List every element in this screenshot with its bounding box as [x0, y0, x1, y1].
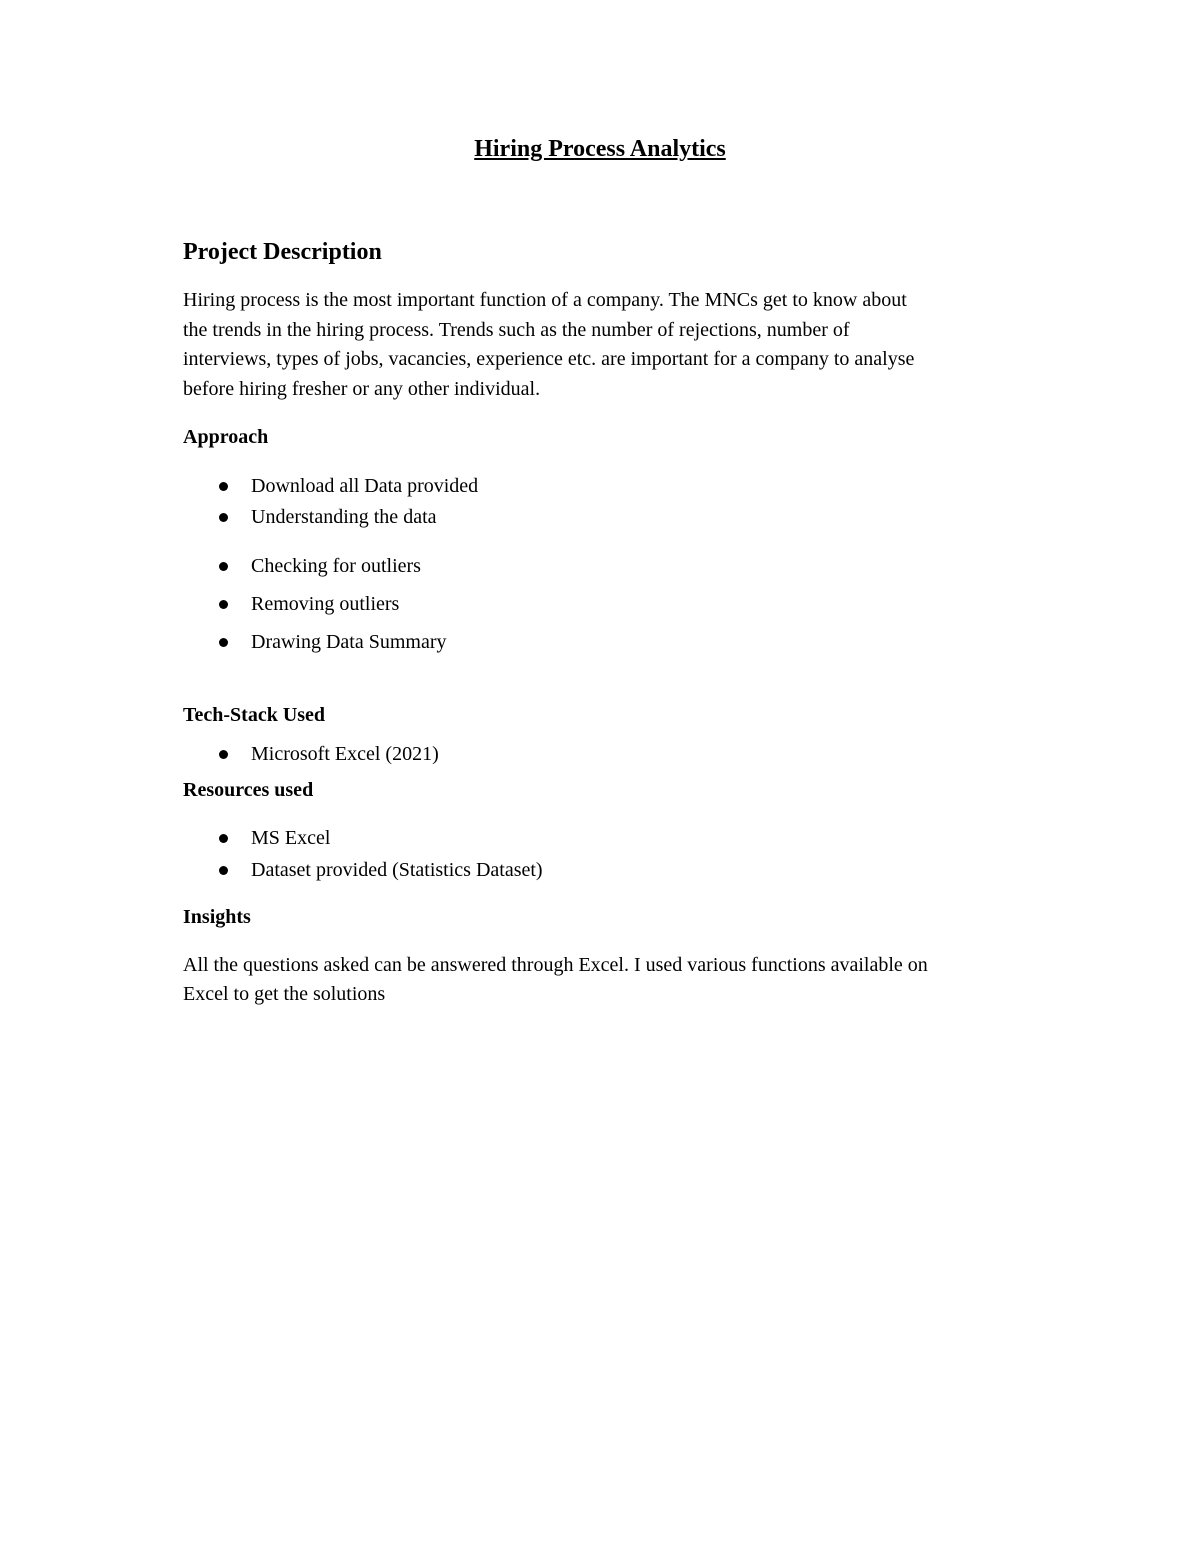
list-item	[217, 740, 439, 768]
bullet-icon	[219, 482, 228, 491]
paragraph-line: Excel to get the solutions	[183, 983, 386, 1005]
list-item	[217, 856, 543, 884]
list-item-label: Removing outliers	[251, 593, 400, 615]
insights-heading: Insights	[183, 906, 251, 928]
list-item	[217, 503, 437, 531]
list-item	[217, 552, 421, 580]
resources-heading: Resources used	[183, 779, 314, 801]
document-title: Hiring Process Analytics	[474, 136, 726, 162]
approach-heading: Approach	[183, 426, 269, 448]
list-item-label: Dataset provided (Statistics Dataset)	[251, 859, 543, 881]
list-item	[217, 824, 330, 852]
tech-stack-heading: Tech-Stack Used	[183, 704, 326, 726]
list-item-label: MS Excel	[251, 827, 331, 849]
list-item	[217, 628, 447, 656]
list-item	[217, 472, 478, 500]
list-item-label: Understanding the data	[251, 506, 437, 528]
list-item-label: Drawing Data Summary	[251, 631, 447, 653]
paragraph-line: Hiring process is the most important function of a company. The MNCs get to know about	[183, 289, 907, 311]
bullet-icon	[219, 638, 228, 647]
paragraph-line: before hiring fresher or any other individual.	[183, 378, 541, 401]
paragraph-line: All the questions asked can be answered through Excel. I used various functions available on	[183, 954, 928, 976]
bullet-icon	[219, 866, 228, 875]
list-item	[217, 590, 399, 618]
bullet-icon	[219, 750, 228, 759]
paragraph-line: interviews, types of jobs, vacancies, experience etc. are important for a company to analyse	[183, 348, 915, 371]
bullet-icon	[219, 562, 228, 571]
list-item-label: Download all Data provided	[251, 475, 479, 497]
paragraph-line: the trends in the hiring process. Trends such as the number of rejections, number of	[183, 318, 850, 341]
bullet-icon	[219, 600, 228, 609]
list-item-label: Checking for outliers	[251, 555, 421, 577]
list-item-label: Microsoft Excel (2021)	[251, 743, 439, 765]
bullet-icon	[219, 834, 228, 843]
bullet-icon	[219, 513, 228, 522]
section-heading-project-description: Project Description	[183, 239, 382, 265]
